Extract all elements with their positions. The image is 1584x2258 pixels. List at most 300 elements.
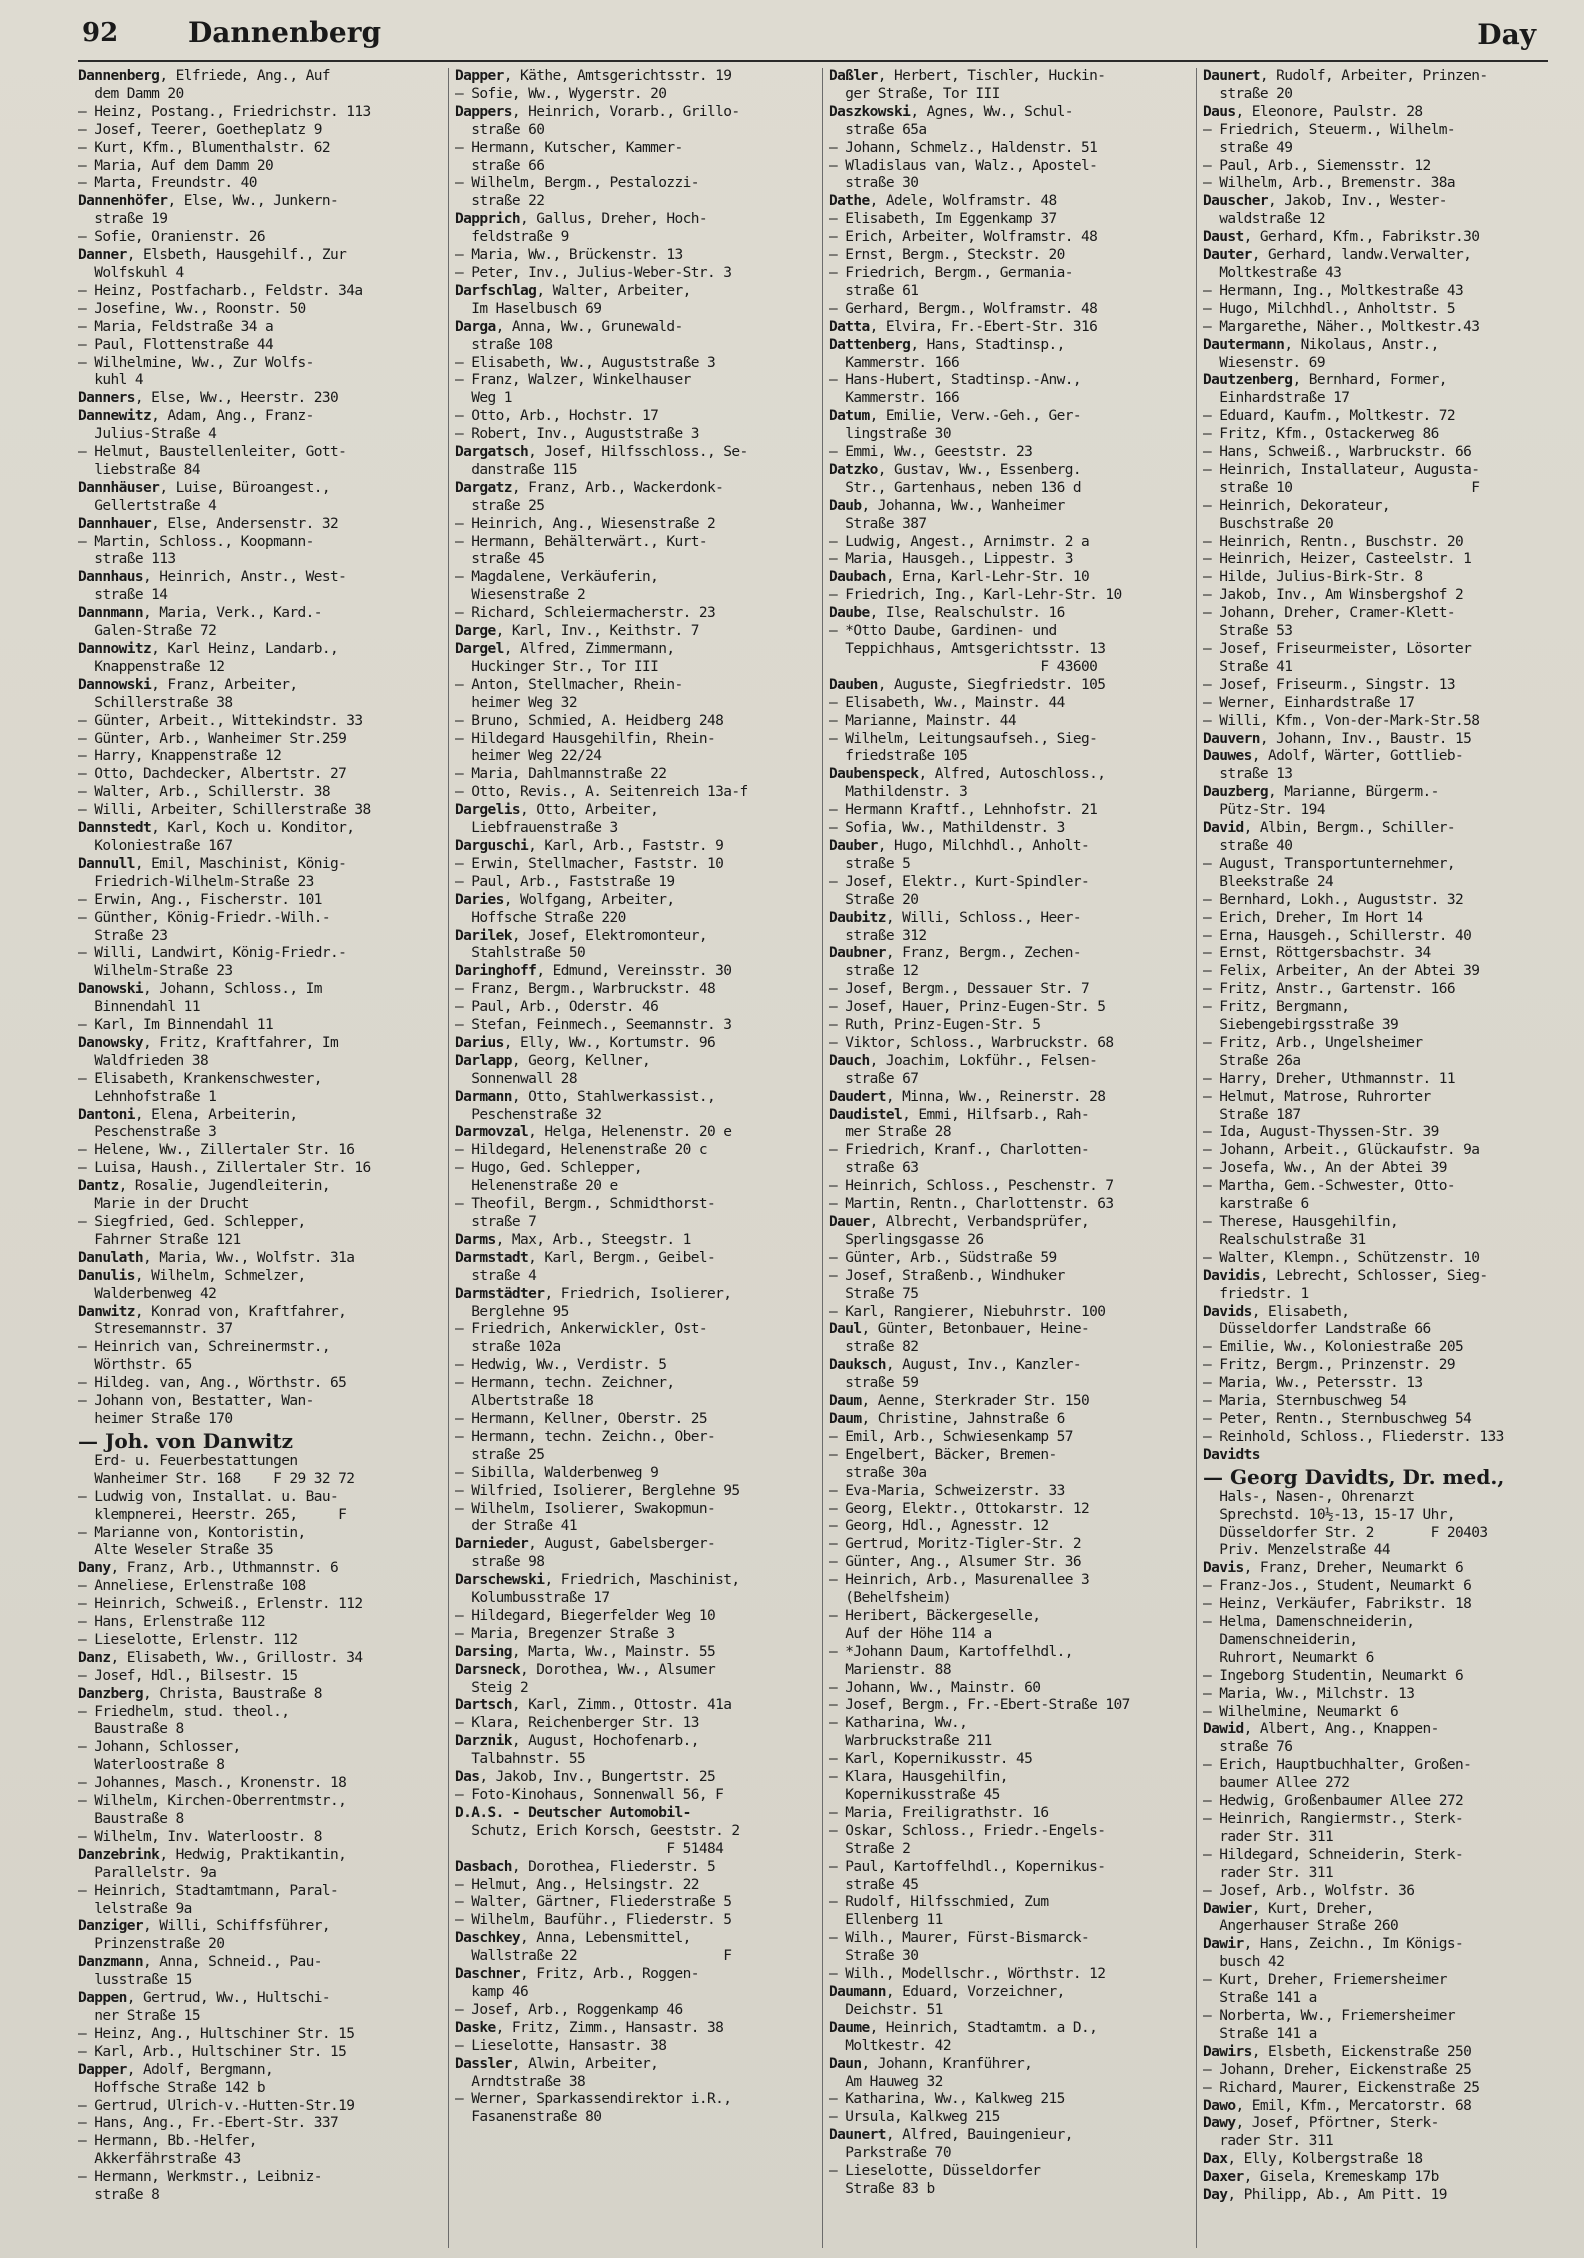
directory-entry-line: — Hugo, Ged. Schlepper, [455,1160,642,1177]
directory-entry-line: Schillerstraße 38 [78,694,233,711]
directory-entry-line: — Maria, Auf dem Damm 20 [78,157,274,174]
directory-entry-line: — Karl, Arb., Hultschiner Str. 15 [78,2043,347,2060]
directory-entry-line: — Paul, Kartoffelhdl., Kopernikus- [829,1858,1106,1875]
directory-entry-line: Daschner, Fritz, Arb., Roggen- [455,1966,699,1983]
directory-entry-line: Koloniestraße 167 [78,837,233,854]
directory-entry-line: Düsseldorfer Str. 2 F 20403 [1203,1524,1488,1541]
directory-entry-line: Parkstraße 70 [829,2145,951,2162]
directory-entry-line: — Hans-Hubert, Stadtinsp.-Anw., [829,372,1082,389]
directory-entry-line: — Erwin, Ang., Fischerstr. 101 [78,891,322,908]
directory-entry-line: — Bruno, Schmied, A. Heidberg 248 [455,712,724,729]
directory-entry-line: — Josefa, Ww., An der Abtei 39 [1203,1160,1447,1177]
directory-entry-line: — Elisabeth, Krankenschwester, [78,1070,322,1087]
directory-entry-line: — Sofie, Oranienstr. 26 [78,229,265,246]
directory-entry-line: — Paul, Arb., Siemensstr. 12 [1203,157,1431,174]
directory-entry-line: Kolumbusstraße 17 [455,1590,610,1607]
directory-entry-line: Am Hauweg 32 [829,2073,943,2090]
directory-entry-line: — *Otto Daube, Gardinen- und [829,623,1057,640]
directory-entry-line: Dannowitz, Karl Heinz, Landarb., [78,641,339,657]
directory-entry-line: — Fritz, Bergm., Prinzenstr. 29 [1203,1357,1456,1374]
directory-entry-line: — Karl, Rangierer, Niebuhrstr. 100 [829,1303,1106,1320]
directory-entry-line: straße 14 [78,587,168,604]
directory-entry-line: F 51484 [455,1840,724,1857]
directory-entry-line: — Willi, Kfm., Von-der-Mark-Str.58 [1203,712,1480,729]
directory-entry-line: Ruhrort, Neumarkt 6 [1203,1649,1374,1666]
directory-entry-line: — Sibilla, Walderbenweg 9 [455,1464,659,1481]
directory-entry-line: Dauksch, August, Inv., Kanzler- [829,1357,1082,1374]
directory-entry-line: Davidts [1203,1446,1260,1463]
directory-entry-line: Hals-, Nasen-, Ohrenarzt [1203,1488,1415,1505]
directory-entry-line: Warbruckstraße 211 [829,1733,992,1750]
directory-entry-line: Dautzenberg, Bernhard, Former, [1203,372,1447,389]
directory-entry-line: Darfschlag, Walter, Arbeiter, [455,282,691,299]
directory-entry-line: Dauzberg, Marianne, Bürgerm.- [1203,784,1439,801]
directory-entry-line: — Hermann, Kellner, Oberstr. 25 [455,1410,708,1427]
directory-entry-line: Wörthstr. 65 [78,1357,192,1374]
directory-entry-line: — Günter, Arbeit., Wittekindstr. 33 [78,712,363,729]
directory-entry-line: — Bernhard, Lokh., Auguststr. 32 [1203,891,1464,908]
directory-entry-line: Darmovzal, Helga, Helenenstr. 20 e [455,1124,732,1141]
directory-entry-line: Dantoni, Elena, Arbeiterin, [78,1106,298,1123]
directory-entry-line: — Fritz, Bergmann, [1203,999,1350,1016]
directory-entry-line: — Siegfried, Ged. Schlepper, [78,1214,306,1230]
directory-entry-line: Waldfrieden 38 [78,1052,209,1069]
directory-entry-line: straße 67 [829,1070,919,1087]
directory-entry-line: Dawirs, Elsbeth, Eickenstraße 250 [1203,2043,1472,2060]
directory-entry-line: — Fritz, Anstr., Gartenstr. 166 [1203,981,1456,998]
directory-entry-line: Akkerfährstraße 43 [78,2151,241,2168]
directory-entry-line: der Straße 41 [455,1518,577,1535]
directory-entry-line: Danzberg, Christa, Baustraße 8 [78,1685,322,1702]
directory-entry-line: — Ruth, Prinz-Eugen-Str. 5 [829,1017,1041,1034]
directory-entry-line: F 43600 [829,658,1098,675]
directory-entry-line: David, Albin, Bergm., Schiller- [1203,820,1456,837]
directory-entry-line: Daxer, Gisela, Kremeskamp 17b [1203,2169,1439,2186]
directory-entry-line: Daudistel, Emmi, Hilfsarb., Rah- [829,1106,1090,1123]
directory-entry-line: Dannstedt, Karl, Koch u. Konditor, [78,820,355,837]
directory-entry-line: Daubitz, Willi, Schloss., Heer- [829,909,1082,926]
directory-entry-line: — Richard, Maurer, Eickenstraße 25 [1203,2079,1480,2096]
directory-entry-line: mer Straße 28 [829,1124,951,1141]
directory-entry-line: — Erna, Hausgeh., Schillerstr. 40 [1203,927,1472,944]
directory-entry-line: — Therese, Hausgehilfin, [1203,1214,1399,1230]
directory-entry-line: Steig 2 [455,1679,529,1696]
directory-entry-line: Peschenstraße 3 [78,1124,217,1141]
directory-entry-line: Stahlstraße 50 [455,945,586,962]
directory-entry-line: Erd- u. Feuerbestattungen [78,1452,298,1469]
directory-entry-line: — Fritz, Kfm., Ostackerweg 86 [1203,426,1439,443]
directory-entry-line: — Katharina, Ww., Kalkweg 215 [829,2091,1065,2108]
directory-entry-line: Darmstadt, Karl, Bergm., Geibel- [455,1249,716,1266]
directory-entry-line: Daubach, Erna, Karl-Lehr-Str. 10 [829,569,1090,586]
directory-entry-line: — Heinrich, Ang., Wiesenstraße 2 [455,515,716,532]
directory-entry-line: — Rudolf, Hilfsschmied, Zum [829,1894,1049,1911]
directory-entry-line: Bleekstraße 24 [1203,873,1334,890]
directory-entry-line: — Klara, Hausgehilfin, [829,1769,1008,1786]
directory-entry-line: — Gerhard, Bergm., Wolframstr. 48 [829,300,1098,317]
directory-entry-line: — Willi, Arbeiter, Schillerstraße 38 [78,802,371,819]
directory-entry-line: Talbahnstr. 55 [455,1751,586,1768]
directory-entry-line: — Hermann Kraftf., Lehnhofstr. 21 [829,802,1098,819]
directory-column-4 [1196,68,1555,2248]
directory-entry-line: — Heinrich, Schloss., Peschenstr. 7 [829,1178,1114,1195]
directory-entry-line: — Reinhold, Schloss., Fliederstr. 133 [1203,1428,1504,1445]
directory-entry-line: straße 40 [1203,837,1293,854]
directory-entry-line: Davidis, Lebrecht, Schlosser, Sieg- [1203,1267,1488,1284]
directory-entry-line: — Wilhelm, Leitungsaufseh., Sieg- [829,730,1098,747]
directory-entry-line: straße 98 [455,1554,545,1571]
directory-entry-line: — Martin, Rentn., Charlottenstr. 63 [829,1196,1114,1213]
directory-entry-line: — Wladislaus van, Walz., Apostel- [829,157,1098,174]
directory-entry-line: Julius-Straße 4 [78,426,217,443]
directory-entry-line: straße 13 [1203,766,1293,783]
directory-entry-line: Peschenstraße 32 [455,1106,602,1123]
directory-entry-line: Straße 20 [829,891,919,908]
directory-entry-line: — Jakob, Inv., Am Winsbergshof 2 [1203,587,1464,604]
directory-entry-line: Daun, Johann, Kranführer, [829,2055,1033,2072]
directory-entry-line: Dawo, Emil, Kfm., Mercatorstr. 68 [1203,2097,1472,2114]
directory-entry-line: Straße 2 [829,1840,911,1857]
directory-entry-line: — Georg, Elektr., Ottokarstr. 12 [829,1500,1090,1517]
directory-entry-line: Wolfskuhl 4 [78,264,184,281]
directory-entry-line: waldstraße 12 [1203,211,1325,228]
directory-entry-line: (Behelfsheim) [829,1590,951,1607]
directory-entry-line: — Emil, Arb., Schwiesenkamp 57 [829,1428,1073,1445]
directory-entry-line: rader Str. 311 [1203,2133,1334,2150]
directory-entry-line: straße 7 [455,1214,537,1230]
directory-entry-line: — Maria, Bregenzer Straße 3 [455,1625,675,1642]
directory-entry-line: — Heinz, Verkäufer, Fabrikstr. 18 [1203,1596,1472,1613]
directory-entry-line: straße 60 [455,121,545,138]
directory-entry-line: — Wilhelm, Arb., Bremenstr. 38a [1203,175,1456,192]
directory-entry-line: Danner, Elsbeth, Hausgehilf., Zur [78,247,347,264]
directory-entry-line: Dauter, Gerhard, landw.Verwalter, [1203,247,1472,264]
directory-entry-line: — Werner, Sparkassendirektor i.R., [455,2091,732,2108]
directory-entry-line: Dapper, Käthe, Amtsgerichtsstr. 19 [455,68,732,84]
directory-entry-line: — Johann, Arbeit., Glückaufstr. 9a [1203,1142,1480,1159]
directory-entry-line: Prinzenstraße 20 [78,1936,225,1953]
directory-entry-line: Dany, Franz, Arb., Uthmannstr. 6 [78,1560,339,1577]
directory-entry-line: — Elisabeth, Ww., Mainstr. 44 [829,694,1065,711]
directory-entry-line: Dauch, Joachim, Lokführ., Felsen- [829,1052,1098,1069]
directory-entry-line: — Helmut, Matrose, Ruhrorter [1203,1088,1431,1105]
directory-entry-line: Danowski, Johann, Schloss., Im [78,981,322,998]
directory-entry-line: — Foto-Kinohaus, Sonnenwall 56, F [455,1787,724,1803]
directory-entry-line: — Wilhelmine, Ww., Zur Wolfs- [78,354,314,371]
directory-entry-line: dem Damm 20 [78,85,184,102]
directory-entry-line: — Felix, Arbeiter, An der Abtei 39 [1203,963,1480,980]
directory-entry-line: Datum, Emilie, Verw.-Geh., Ger- [829,408,1082,425]
directory-entry-line: Daubenspeck, Alfred, Autoschloss., [829,766,1106,783]
directory-entry-line: — Walter, Klempn., Schützenstr. 10 [1203,1249,1480,1266]
directory-entry-line: Straße 53 [1203,623,1293,640]
directory-entry-line: Siebengebirgsstraße 39 [1203,1017,1399,1034]
directory-entry-line: — Günter, Arb., Südstraße 59 [829,1249,1057,1266]
directory-entry-line: — Friedrich, Steuerm., Wilhelm- [1203,121,1456,138]
directory-entry-line: — Hans, Ang., Fr.-Ebert-Str. 337 [78,2115,339,2132]
directory-entry-line: — Karl, Im Binnendahl 11 [78,1017,274,1034]
directory-entry-line: Berglehne 95 [455,1303,569,1320]
directory-entry-line: straße 10 F [1203,479,1480,496]
directory-entry-line: ner Straße 15 [78,2007,200,2024]
directory-entry-line: — Stefan, Feinmech., Seemannstr. 3 [455,1017,732,1034]
directory-entry-line: Galen-Straße 72 [78,623,217,640]
directory-entry-line: — Heinz, Ang., Hultschiner Str. 15 [78,2025,355,2042]
directory-entry-line: — Robert, Inv., Auguststraße 3 [455,426,699,443]
directory-entry-line: — Johann, Schlosser, [78,1739,241,1756]
directory-entry-line: — Hermann, Werkmstr., Leibniz- [78,2169,322,2186]
directory-entry-line: straße 82 [829,1339,919,1356]
directory-entry-line: — Heinrich, Schweiß., Erlenstr. 112 [78,1596,363,1613]
directory-entry-line: — Fritz, Arb., Ungelsheimer [1203,1034,1423,1051]
directory-entry-line: Daries, Wolfgang, Arbeiter, [455,891,675,908]
directory-entry-line: — Hilde, Julius-Birk-Str. 8 [1203,569,1423,586]
directory-entry-line: — Heinrich, Rentn., Buschstr. 20 [1203,533,1464,550]
directory-entry-line: — Richard, Schleiermacherstr. 23 [455,605,716,622]
directory-entry-line: — Marianne, Mainstr. 44 [829,712,1016,729]
directory-entry-line: — Heinrich, Heizer, Casteelstr. 1 [1203,551,1472,568]
directory-entry-line: — August, Transportunternehmer, [1203,855,1456,872]
directory-entry-line: Daszkowski, Agnes, Ww., Schul- [829,103,1073,120]
directory-entry-line: — Maria, Dahlmannstraße 22 [455,766,667,783]
directory-entry-line: Dattenberg, Hans, Stadtinsp., [829,336,1065,353]
directory-entry-line: Daske, Fritz, Zimm., Hansastr. 38 [455,2019,724,2036]
directory-entry-line: — Karl, Kopernikusstr. 45 [829,1751,1033,1768]
directory-entry-line: Dapprich, Gallus, Dreher, Hoch- [455,211,708,228]
directory-entry-line: Weg 1 [455,390,512,407]
directory-entry-line: Walderbenweg 42 [78,1285,217,1302]
directory-entry-line: straße 45 [829,1876,919,1893]
directory-entry-line: — Paul, Arb., Oderstr. 46 [455,999,659,1016]
directory-entry-line: Helenenstraße 20 e [455,1178,618,1195]
directory-entry-line: liebstraße 84 [78,461,200,478]
directory-entry-line: Kammerstr. 166 [829,354,960,371]
directory-entry-line: Daume, Heinrich, Stadtamtm. a D., [829,2019,1098,2036]
directory-entry-line: Daringhoff, Edmund, Vereinsstr. 30 [455,963,732,980]
directory-entry-line: Dannmann, Maria, Verk., Kard.- [78,605,322,622]
directory-entry-line: — Martha, Gem.-Schwester, Otto- [1203,1178,1456,1195]
directory-entry-line: — Eduard, Kaufm., Moltkestr. 72 [1203,408,1456,425]
directory-entry-line: straße 59 [829,1375,919,1392]
directory-entry-line: — Günther, König-Friedr.-Wilh.- [78,909,331,926]
directory-entry-line: Datzko, Gustav, Ww., Essenberg. [829,461,1082,478]
directory-entry-line: — Engelbert, Bäcker, Bremen- [829,1446,1057,1463]
directory-entry-line: Dannowski, Franz, Arbeiter, [78,676,298,693]
directory-entry-line: Dasbach, Dorothea, Fliederstr. 5 [455,1858,716,1875]
directory-entry-line: Davis, Franz, Dreher, Neumarkt 6 [1203,1560,1464,1577]
directory-entry-line: — Friedrich, Ankerwickler, Ost- [455,1321,708,1338]
directory-entry-line: straße 49 [1203,139,1293,156]
directory-entry-line: Daumann, Eduard, Vorzeichner, [829,1983,1065,2000]
directory-entry-line: — Josef, Hauer, Prinz-Eugen-Str. 5 [829,999,1106,1016]
directory-entry-line: Darms, Max, Arb., Steegstr. 1 [455,1231,691,1248]
directory-entry-line: — Wilhelm, Kirchen-Oberrentmstr., [78,1793,347,1810]
directory-entry-line: — Hermann, Kutscher, Kammer- [455,139,683,156]
directory-entry-line: — Hermann, techn. Zeichner, [455,1375,675,1392]
directory-entry-line: — Luisa, Haush., Zillertaler Str. 16 [78,1160,371,1177]
directory-entry-line: — Wilhelm, Isolierer, Swakopmun- [455,1500,716,1517]
directory-entry-line: straße 30 [829,175,919,192]
directory-column-3 [822,68,1193,2248]
directory-entry-line: Daudert, Minna, Ww., Reinerstr. 28 [829,1088,1106,1105]
directory-entry-line: — Walter, Arb., Schillerstr. 38 [78,784,331,801]
directory-entry-line: — Theofil, Bergm., Schmidthorst- [455,1196,716,1213]
directory-entry-line: — Johannes, Masch., Kronenstr. 18 [78,1775,347,1792]
directory-entry-line: — Wilh., Maurer, Fürst-Bismarck- [829,1930,1090,1947]
directory-entry-line: Straße 141 a [1203,2025,1317,2042]
directory-entry-line: Binnendahl 11 [78,999,200,1016]
directory-entry-line: — Maria, Feldstraße 34 a [78,318,274,335]
directory-entry-line: — Heribert, Bäckergeselle, [829,1607,1041,1624]
directory-entry-line: Daust, Gerhard, Kfm., Fabrikstr.30 [1203,229,1480,246]
directory-entry-line: Straße 141 a [1203,1990,1317,2007]
directory-entry-line: — Elisabeth, Ww., Auguststraße 3 [455,354,716,371]
directory-entry-line: — Friedhelm, stud. theol., [78,1703,290,1720]
directory-entry-line: lelstraße 9a [78,1900,192,1917]
directory-entry-line: — Erich, Arbeiter, Wolframstr. 48 [829,229,1098,246]
directory-entry-line: — Marianne von, Kontoristin, [78,1524,306,1541]
directory-entry-line: Darge, Karl, Inv., Keithstr. 7 [455,623,699,640]
directory-entry-line: — Ernst, Bergm., Steckstr. 20 [829,247,1065,264]
directory-entry-line: Mathildenstr. 3 [829,784,968,801]
directory-entry-line: Darsing, Marta, Ww., Mainstr. 55 [455,1643,716,1660]
directory-entry-line: straße 66 [455,157,545,174]
directory-entry-line: — Anton, Stellmacher, Rhein- [455,676,683,693]
directory-entry-line: Moltkestr. 42 [829,2037,951,2054]
directory-entry-line: Dannewitz, Adam, Ang., Franz- [78,408,314,425]
directory-entry-line: — Heinz, Postang., Friedrichstr. 113 [78,103,371,120]
advertisement-heading: — Georg Davidts, Dr. med., [1203,1464,1505,1489]
directory-entry-line: Pütz-Str. 194 [1203,802,1325,819]
directory-entry-line: — Klara, Reichenberger Str. 13 [455,1715,699,1732]
directory-entry-line: Straße 387 [829,515,927,532]
directory-entry-line: Dauben, Auguste, Siegfriedstr. 105 [829,676,1106,693]
directory-entry-line: Danzmann, Anna, Schneid., Pau- [78,1954,322,1971]
directory-entry-line: Dartsch, Karl, Zimm., Ottostr. 41a [455,1697,732,1714]
directory-entry-line: — Hermann, techn. Zeichn., Ober- [455,1428,716,1445]
directory-entry-line: Dauscher, Jakob, Inv., Wester- [1203,193,1447,210]
directory-entry-line: — Otto, Revis., A. Seitenreich 13a-f [455,784,748,801]
directory-entry-line: straße 45 [455,551,545,568]
advertisement-heading: — Joh. von Danwitz [78,1428,293,1453]
directory-entry-line: — Josef, Arb., Wolfstr. 36 [1203,1882,1415,1899]
directory-entry-line: Marie in der Drucht [78,1196,249,1213]
directory-entry-line: Wilhelm-Straße 23 [78,963,233,980]
directory-entry-line: — Marta, Freundstr. 40 [78,175,257,192]
directory-entry-line: Daul, Günter, Betonbauer, Heine- [829,1321,1090,1338]
directory-entry-line: Darmstädter, Friedrich, Isolierer, [455,1285,732,1302]
directory-entry-line: — Kurt, Dreher, Friemersheimer [1203,1972,1447,1989]
directory-entry-line: Daus, Eleonore, Paulstr. 28 [1203,103,1423,120]
page-header [78,14,1548,62]
directory-entry-line: — Maria, Ww., Brückenstr. 13 [455,247,683,264]
directory-entry-line: Buschstraße 20 [1203,515,1334,532]
directory-entry-line: Darga, Anna, Ww., Grunewald- [455,318,683,335]
directory-entry-line: Danulath, Maria, Ww., Wolfstr. 31a [78,1249,355,1266]
directory-entry-line: Realschulstraße 31 [1203,1231,1366,1248]
directory-entry-line: — Josef, Bergm., Fr.-Ebert-Straße 107 [829,1697,1130,1714]
directory-entry-line: Darguschi, Karl, Arb., Faststr. 9 [455,837,724,854]
page-number: 92 [82,18,119,48]
directory-entry-line: straße 25 [455,497,545,514]
directory-entry-line: Dauber, Hugo, Milchhdl., Anholt- [829,837,1090,854]
directory-entry-line: Daßler, Herbert, Tischler, Huckin- [829,68,1106,84]
directory-entry-line: — Günter, Arb., Wanheimer Str.259 [78,730,347,747]
directory-entry-line: — Elisabeth, Im Eggenkamp 37 [829,211,1057,228]
directory-entry-line: Einhardstraße 17 [1203,390,1350,407]
directory-entry-line: — Hedwig, Großenbaumer Allee 272 [1203,1793,1464,1810]
directory-entry-line: — Helmut, Baustellenleiter, Gott- [78,444,347,461]
directory-entry-line: Sprechstd. 10½-13, 15-17 Uhr, [1203,1506,1456,1523]
directory-entry-line: straße 113 [78,551,176,568]
directory-entry-line: Darilek, Josef, Elektromonteur, [455,927,708,944]
directory-entry-line: — Ida, August-Thyssen-Str. 39 [1203,1124,1439,1141]
directory-entry-line: Danziger, Willi, Schiffsführer, [78,1918,331,1935]
directory-entry-line: — Hugo, Milchhdl., Anholtstr. 5 [1203,300,1456,317]
directory-entry-line: rader Str. 311 [1203,1864,1334,1881]
directory-entry-line: Dappen, Gertrud, Ww., Hultschi- [78,1990,331,2007]
directory-entry-line: Dannhäuser, Luise, Büroangest., [78,479,331,496]
directory-entry-line: — Heinrich van, Schreinermstr., [78,1339,331,1356]
directory-entry-line: — Johann, Ww., Mainstr. 60 [829,1679,1041,1696]
directory-entry-line: Albertstraße 18 [455,1393,594,1410]
directory-entry-line: — Eva-Maria, Schweizerstr. 33 [829,1482,1065,1499]
directory-entry-line: — Werner, Einhardstraße 17 [1203,694,1415,711]
directory-entry-line: Schutz, Erich Korsch, Geeststr. 2 [455,1822,740,1839]
directory-entry-line: Daub, Johanna, Ww., Wanheimer [829,497,1065,514]
directory-entry-line: Straße 75 [829,1285,919,1302]
directory-entry-line: Danzebrink, Hedwig, Praktikantin, [78,1846,347,1863]
directory-entry-line: straße 25 [455,1446,545,1463]
directory-entry-line: Davids, Elisabeth, [1203,1303,1350,1320]
directory-entry-line: Dathe, Adele, Wolframstr. 48 [829,193,1057,210]
directory-entry-line: — Harry, Dreher, Uthmannstr. 11 [1203,1070,1456,1087]
directory-entry-line: Parallelstr. 9a [78,1864,217,1881]
directory-entry-line: Darznik, August, Hochofenarb., [455,1733,699,1750]
directory-entry-line: Friedrich-Wilhelm-Straße 23 [78,873,314,890]
directory-entry-line: Das, Jakob, Inv., Bungertstr. 25 [455,1769,716,1786]
directory-entry-line: — Johann von, Bestatter, Wan- [78,1393,314,1410]
directory-entry-line: — Johann, Dreher, Cramer-Klett- [1203,605,1456,622]
directory-entry-line: Fahrner Straße 121 [78,1231,241,1248]
directory-entry-line: Dawid, Albert, Ang., Knappen- [1203,1721,1439,1738]
directory-entry-line: — Hans, Erlenstraße 112 [78,1614,265,1631]
directory-entry-line: Straße 83 b [829,2180,935,2197]
directory-entry-line: — Franz, Bergm., Warbruckstr. 48 [455,981,716,998]
directory-entry-line: — Wilfried, Isolierer, Berglehne 95 [455,1482,740,1499]
directory-entry-line: — Gertrud, Ulrich-v.-Hutten-Str.19 [78,2097,355,2114]
directory-entry-line: — Wilhelm, Inv. Waterloostr. 8 [78,1828,322,1845]
directory-entry-line: Dapper, Adolf, Bergmann, [78,2061,274,2078]
directory-entry-line: Hoffsche Straße 220 [455,909,626,926]
directory-entry-line: Danulis, Wilhelm, Schmelzer, [78,1267,306,1284]
directory-entry-line: straße 22 [455,193,545,210]
directory-entry-line: — Hermann, Bb.-Helfer, [78,2133,257,2150]
directory-entry-line: — Hedwig, Ww., Verdistr. 5 [455,1357,667,1374]
directory-entry-line: Sperlingsgasse 26 [829,1231,984,1248]
directory-entry-line: — Harry, Knappenstraße 12 [78,748,282,765]
directory-entry-line: — Norberta, Ww., Friemersheimer [1203,2007,1456,2024]
directory-entry-line: Hoffsche Straße 142 b [78,2079,265,2096]
directory-entry-line: Baustraße 8 [78,1811,184,1827]
directory-entry-line: — Kurt, Kfm., Blumenthalstr. 62 [78,139,331,156]
directory-entry-line: — Heinrich, Rangiermstr., Sterk- [1203,1811,1464,1827]
directory-entry-line: — Ingeborg Studentin, Neumarkt 6 [1203,1667,1464,1684]
directory-entry-line: Danz, Elisabeth, Ww., Grillostr. 34 [78,1649,363,1666]
directory-entry-line: Danowsky, Fritz, Kraftfahrer, Im [78,1034,339,1051]
directory-entry-line: karstraße 6 [1203,1196,1309,1213]
directory-entry-line: — Ernst, Röttgersbachstr. 34 [1203,945,1431,962]
